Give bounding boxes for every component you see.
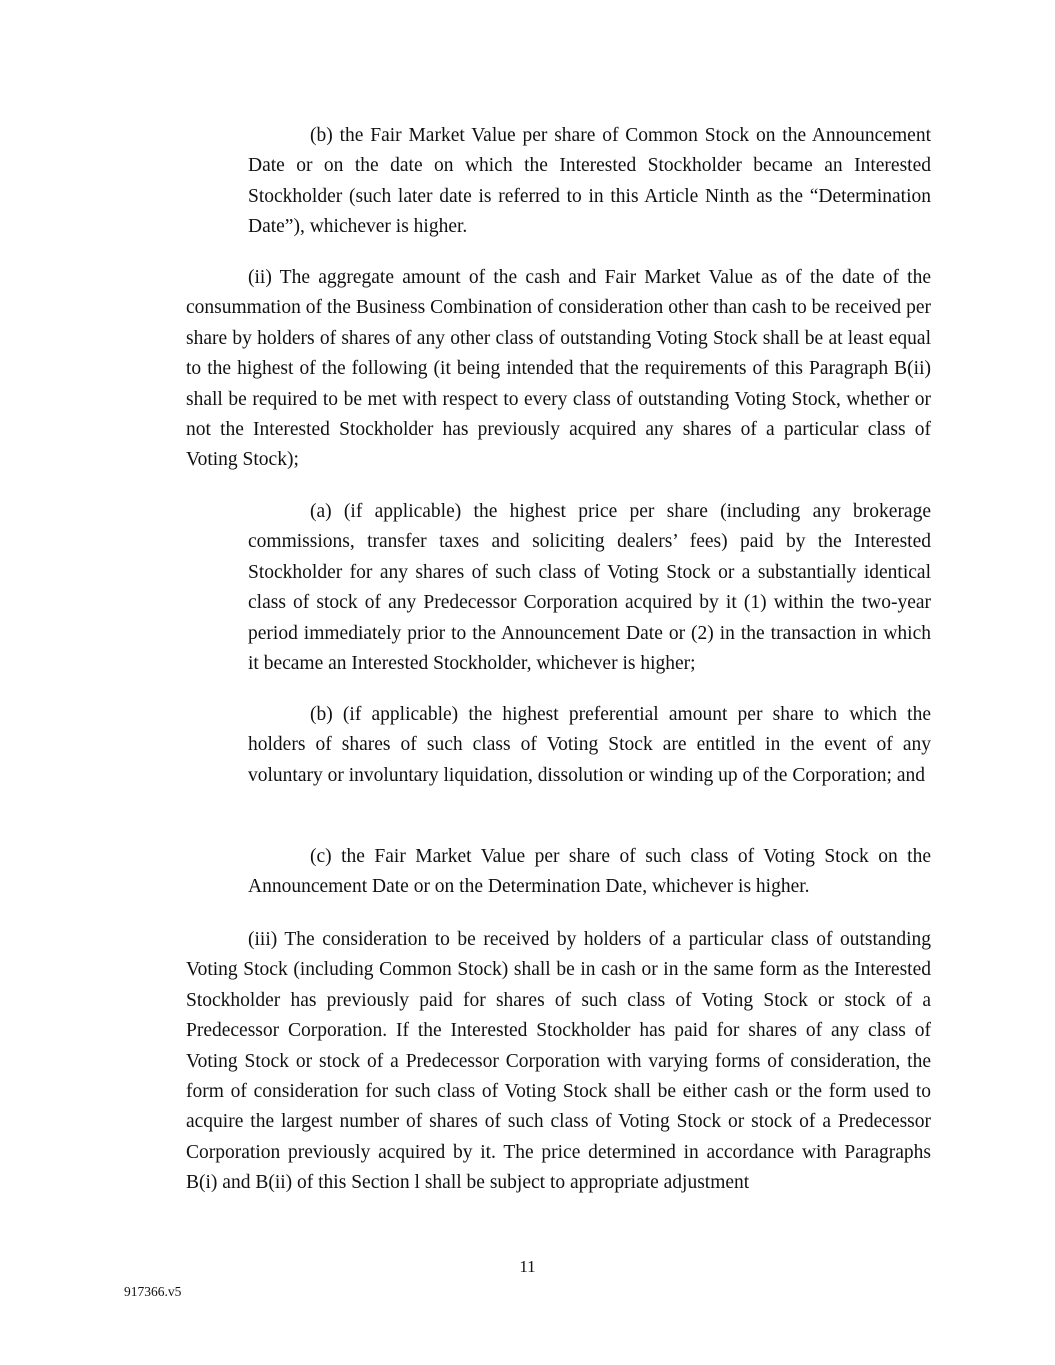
paragraph-b-fair-market-value-common-stock: (b) the Fair Market Value per share of Common Stock on the Announcement Date or on the date on which the Interested Stockholder became an Interested Stockholder (such later date is referred to in this Article Ninth as the “Determination Date”), whichever is higher. (248, 125, 931, 238)
page-number: 11 (519, 1257, 536, 1276)
paragraph-ii-aggregate-amount: (ii) The aggregate amount of the cash and Fair Market Value as of the date of the consummation of the Business Combination of consideration other than cash to be received per share by holders of shares of any other class of outstanding Voting Stock shall be at least equal to the highest of the following (it being intended that the requirements of this Paragraph B(ii) shall be required to be met with respect to every class of outstanding Voting Stock, whether or not the Interested Stockholder has previously acquired any shares of a particular class of Voting Stock); (186, 267, 931, 471)
paragraph-c-fair-market-value-voting-stock: (c) the Fair Market Value per share of such class of Voting Stock on the Announcement Date or on the Determination Date, whichever is higher. (248, 846, 931, 898)
document-id: 917366.v5 (124, 1284, 182, 1299)
paragraph-iii-consideration-form: (iii) The consideration to be received by holders of a particular class of outstanding Voting Stock (including Common Stock) shall be in cash or in the same form as the Interested Stockholder has previously paid for shares of such class of Voting Stock or stock of a Predecessor Corporation. If the Interested Stockholder has paid for shares of any class of Voting Stock or stock of a Predecessor Corporation with varying forms of consideration, the form of consideration for such class of Voting Stock shall be either cash or the form used to acquire the largest number of shares of such class of Voting Stock or stock of a Predecessor Corporation previously acquired by it. The price determined in accordance with Paragraphs B(i) and B(ii) of this Section l shall be subject to appropriate adjustment (186, 929, 931, 1194)
paragraph-a-highest-price-per-share: (a) (if applicable) the highest price per share (including any brokerage commissions, transfer taxes and soliciting dealers’ fees) paid by the Interested Stockholder for any shares of such class of Voting Stock or a substantially identical class of stock of any Predecessor Corporation acquired by it (1) within the two-year period immediately prior to the Announcement Date or (2) in the transaction in which it became an Interested Stockholder, whichever is higher; (248, 501, 931, 675)
paragraph-b-highest-preferential-amount: (b) (if applicable) the highest preferential amount per share to which the holders of shares of such class of Voting Stock are entitled in the event of any voluntary or involuntary liquidation, dissolution or winding up of the Corporation; and (248, 704, 931, 786)
